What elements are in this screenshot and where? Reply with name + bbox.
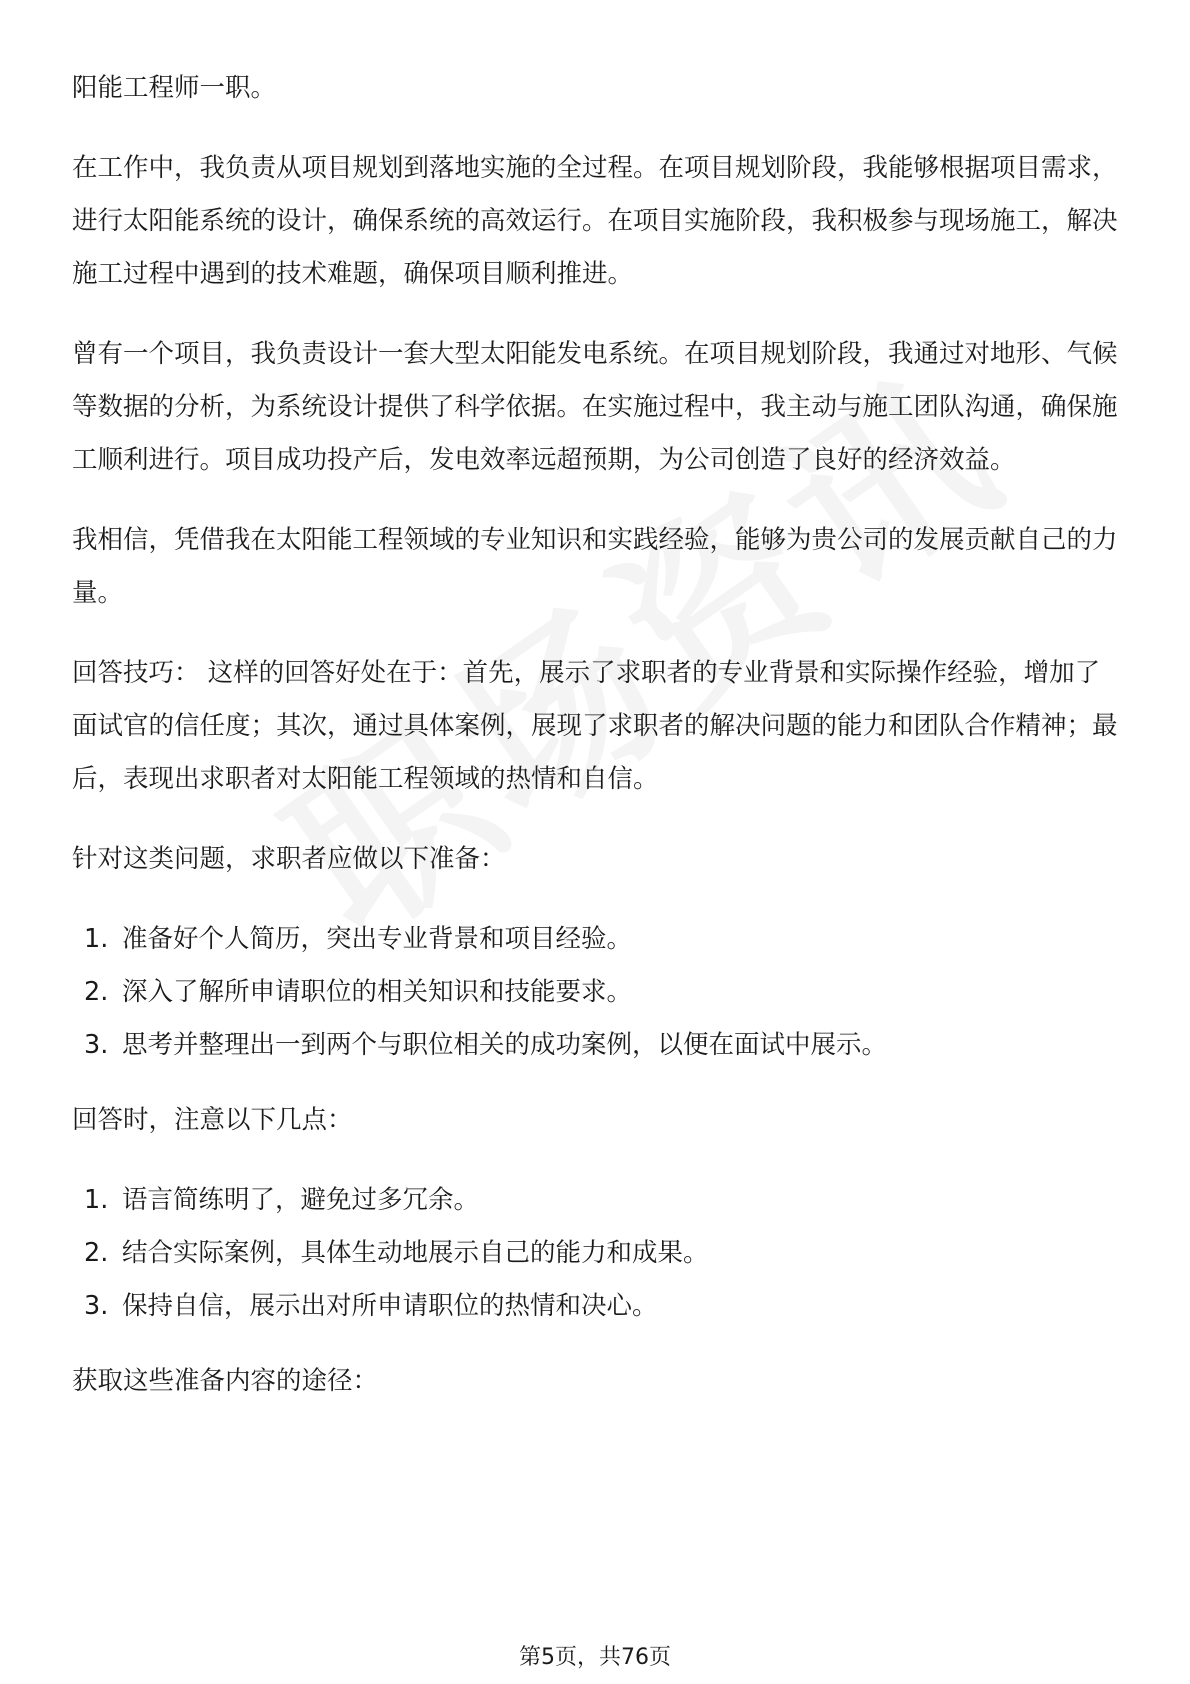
list-number: 3. xyxy=(84,1291,109,1321)
paragraph-work-duties: 在工作中，我负责从项目规划到落地实施的全过程。在项目规划阶段，我能够根据项目需求，进行太阳能系统的设计，确保系统的高效运行。在项目实施阶段，我积极参与现场施工，解决施工过程中遇到的技术难题，确保项目顺利推进。 xyxy=(72,153,1118,289)
list-item xyxy=(72,1280,1122,1333)
tips-list xyxy=(72,1174,1122,1333)
list-text: 结合实际案例，具体生动地展示自己的能力和成果。 xyxy=(122,1238,709,1268)
list-number: 3. xyxy=(84,1030,109,1060)
list-item xyxy=(72,1227,1122,1280)
list-number: 2. xyxy=(84,977,109,1007)
paragraph-intro-end: 阳能工程师一职。 xyxy=(72,73,277,103)
list-text: 深入了解所申请职位的相关知识和技能要求。 xyxy=(122,977,633,1007)
paragraph-project-case: 曾有一个项目，我负责设计一套大型太阳能发电系统。在项目规划阶段，我通过对地形、气候等数据的分析，为系统设计提供了科学依据。在实施过程中，我主动与施工团队沟通，确保施工顺利进行。项目成功投产后，发电效率远超预期，为公司创造了良好的经济效益。 xyxy=(72,339,1118,475)
list-item xyxy=(72,1174,1122,1227)
prep-list xyxy=(72,913,1122,1072)
list-number: 1. xyxy=(84,924,109,954)
list-item xyxy=(72,1019,1122,1072)
paragraph-tips-heading: 回答时，注意以下几点： xyxy=(72,1105,353,1135)
list-text: 保持自信，展示出对所申请职位的热情和决心。 xyxy=(122,1291,658,1321)
list-item xyxy=(72,966,1122,1019)
paragraph-conclusion: 我相信，凭借我在太阳能工程领域的专业知识和实践经验，能够为贵公司的发展贡献自己的力量。 xyxy=(72,525,1118,608)
paragraph-prep-heading: 针对这类问题，求职者应做以下准备： xyxy=(72,844,506,874)
paragraph-answer-tips: 回答技巧： 这样的回答好处在于：首先，展示了求职者的专业背景和实际操作经验，增加了面试官的信任度；其次，通过具体案例，展现了求职者的解决问题的能力和团队合作精神；最后，表现出求职者对太阳能工程领域的热情和自信。 xyxy=(72,658,1118,794)
list-item xyxy=(72,913,1122,966)
paragraph-sources-heading: 获取这些准备内容的途径： xyxy=(72,1366,379,1396)
list-text: 思考并整理出一到两个与职位相关的成功案例，以便在面试中展示。 xyxy=(122,1030,888,1060)
page-number: 第5页，共76页 xyxy=(519,1645,671,1670)
list-text: 语言简练明了，避免过多冗余。 xyxy=(122,1185,480,1215)
list-number: 1. xyxy=(84,1185,109,1215)
list-text: 准备好个人简历，突出专业背景和项目经验。 xyxy=(122,924,633,954)
list-number: 2. xyxy=(84,1238,109,1268)
document-body xyxy=(72,62,1122,1435)
